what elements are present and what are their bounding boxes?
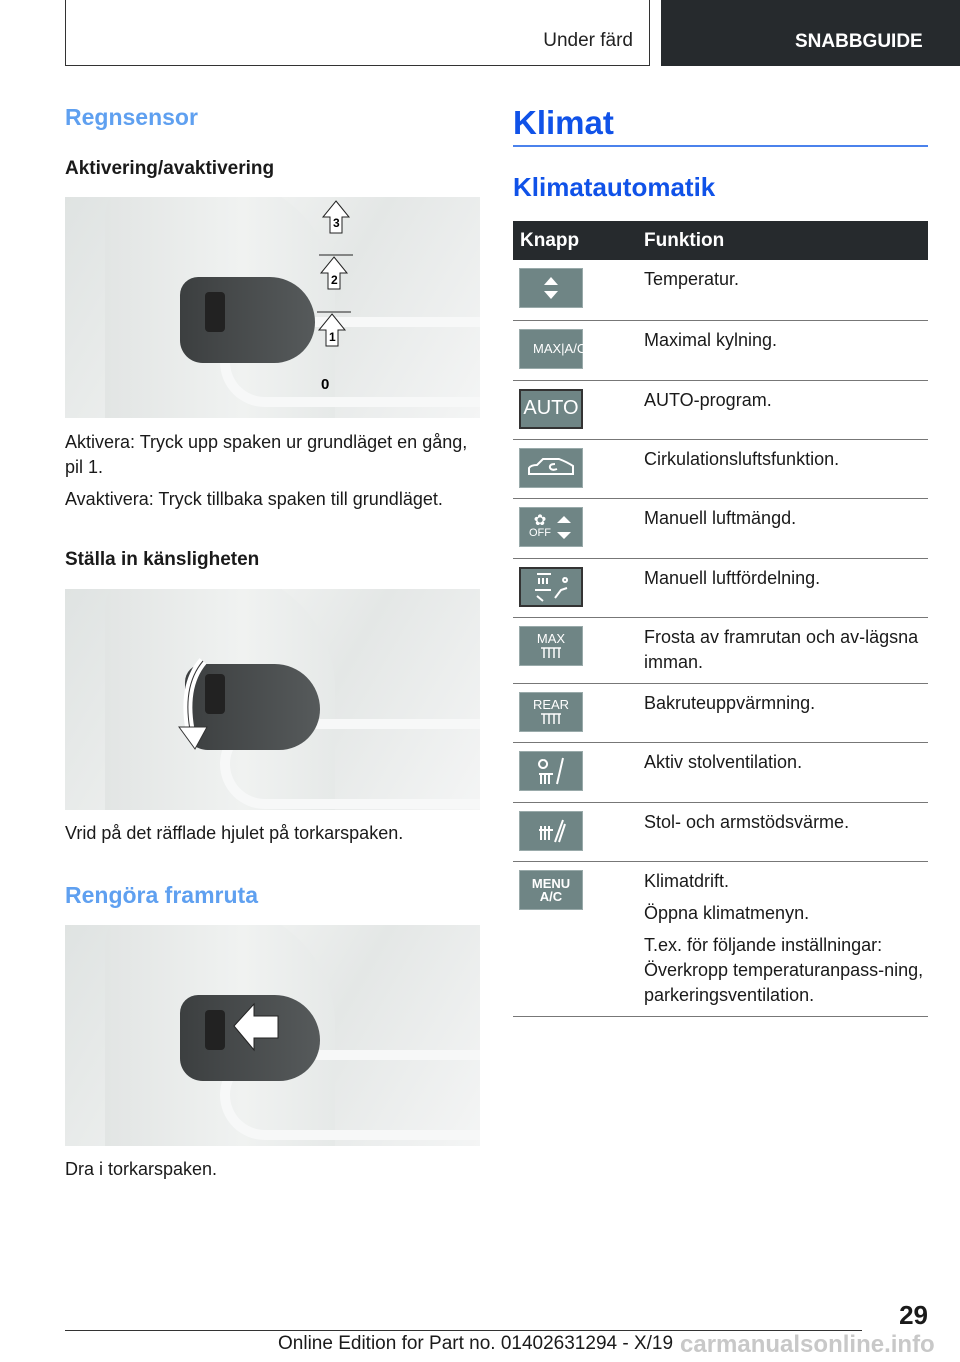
button-glyph-text: MENU — [531, 875, 571, 891]
step-label-0: 0 — [321, 376, 330, 393]
function-text: Manuell luftmängd. — [644, 507, 797, 528]
temperature-arrows-icon — [519, 268, 583, 308]
button-cell — [513, 742, 637, 802]
fan-off-icon: ✿ OFF — [519, 507, 583, 547]
function-text: Öppna klimatmenyn. — [644, 902, 810, 923]
arrow-steps-icon — [313, 197, 363, 397]
button-cell — [513, 439, 637, 498]
header-section-title: Under färd — [543, 30, 633, 51]
paragraph-deactivate: Avaktivera: Tryck tillbaka spaken till grundläget. — [65, 489, 443, 509]
subtitle-klimatautomatik: Klimatautomatik — [513, 172, 716, 202]
rotate-arrow-icon — [173, 657, 218, 752]
button-cell — [513, 861, 637, 1016]
header-guide-tab: SNABBGUIDE — [661, 0, 960, 66]
function-cell — [637, 558, 928, 617]
section-title-klimat: Klimat — [513, 104, 614, 141]
section-title-regnsensor: Regnsensor — [65, 104, 198, 130]
function-cell — [637, 683, 928, 742]
step-label-1: 1 — [329, 330, 336, 344]
page-number: 29 — [899, 1300, 928, 1330]
function-cell — [637, 617, 928, 683]
function-cell — [637, 742, 928, 802]
seat-ventilation-icon — [519, 751, 583, 791]
button-glyph-text: A/C — [539, 888, 563, 904]
recirculation-car-icon — [519, 448, 583, 488]
wiper-stalk-sensitivity-image — [65, 589, 480, 810]
climate-buttons-table — [513, 221, 928, 1017]
function-text: Stol- och armstödsvärme. — [644, 811, 850, 832]
table-row — [513, 498, 928, 558]
button-cell — [513, 558, 637, 617]
table-row — [513, 380, 928, 439]
function-text: Bakruteuppvärmning. — [644, 692, 816, 713]
column-header-function: Funktion — [637, 221, 928, 260]
table-row — [513, 683, 928, 742]
watermark: carmanualsonline.info — [680, 1331, 935, 1358]
function-text: Manuell luftfördelning. — [644, 567, 821, 588]
function-cell — [637, 498, 928, 558]
table-row — [513, 439, 928, 498]
wiper-stalk-pull-image — [65, 925, 480, 1146]
button-cell — [513, 320, 637, 380]
table-row — [513, 802, 928, 861]
pull-arrow-icon — [230, 1000, 285, 1060]
column-header-button: Knapp — [513, 221, 637, 260]
table-row — [513, 617, 928, 683]
button-glyph-text: OFF — [529, 526, 551, 539]
button-cell — [513, 260, 637, 320]
step-label-2: 2 — [331, 273, 338, 287]
menu-ac-icon — [519, 870, 583, 910]
seat-heating-icon — [519, 811, 583, 851]
button-cell — [513, 498, 637, 558]
wiper-stalk-activation-image — [65, 197, 480, 418]
function-cell — [637, 802, 928, 861]
max-ac-icon — [519, 329, 587, 369]
footer-edition: Online Edition for Part no. 01402631294 - X/19 — [278, 1333, 674, 1354]
paragraph-activate: Aktivera: Tryck upp spaken ur grundläget en gång, pil 1. — [65, 432, 468, 477]
button-glyph-text: AUTO — [523, 397, 579, 419]
button-glyph-text: MAX|A/C — [533, 341, 587, 356]
button-cell — [513, 802, 637, 861]
function-text: Maximal kylning. — [644, 329, 778, 350]
section-title-clean-windshield: Rengöra framruta — [65, 882, 258, 908]
function-cell — [637, 861, 928, 1016]
title-divider — [513, 145, 928, 147]
table-row — [513, 558, 928, 617]
rear-defrost-icon — [519, 692, 583, 732]
function-text: Klimatdrift. — [644, 870, 730, 891]
subheading-activation: Aktivering/avaktivering — [65, 158, 275, 179]
max-defrost-icon — [519, 626, 583, 666]
table-row — [513, 320, 928, 380]
auto-icon — [519, 389, 583, 429]
function-text: Temperatur. — [644, 269, 740, 289]
function-cell — [637, 320, 928, 380]
function-text: AUTO-program. — [644, 389, 772, 410]
table-row — [513, 260, 928, 320]
function-cell — [637, 439, 928, 498]
subheading-sensitivity: Ställa in känsligheten — [65, 549, 260, 570]
button-cell — [513, 380, 637, 439]
function-text: Frosta av framrutan och av-lägsna imman. — [644, 626, 919, 672]
button-cell — [513, 683, 637, 742]
function-text: Aktiv stolventilation. — [644, 751, 803, 772]
button-cell — [513, 617, 637, 683]
table-row — [513, 742, 928, 802]
function-text: T.ex. för följande inställningar: Överkropp temperaturanpass-ning, parkeringsventilation. — [644, 934, 924, 1005]
air-distribution-icon — [519, 567, 583, 607]
function-cell — [637, 380, 928, 439]
function-text: Cirkulationsluftsfunktion. — [644, 448, 840, 469]
function-cell — [637, 260, 928, 320]
button-glyph-text: MAX — [536, 631, 566, 646]
paragraph-sensitivity: Vrid på det räfflade hjulet på torkarspaken. — [65, 823, 404, 843]
button-glyph-text: REAR — [532, 697, 570, 712]
paragraph-pull: Dra i torkarspaken. — [65, 1159, 218, 1179]
header-section-box — [65, 0, 650, 66]
table-row — [513, 861, 928, 1016]
step-label-3: 3 — [333, 216, 340, 230]
